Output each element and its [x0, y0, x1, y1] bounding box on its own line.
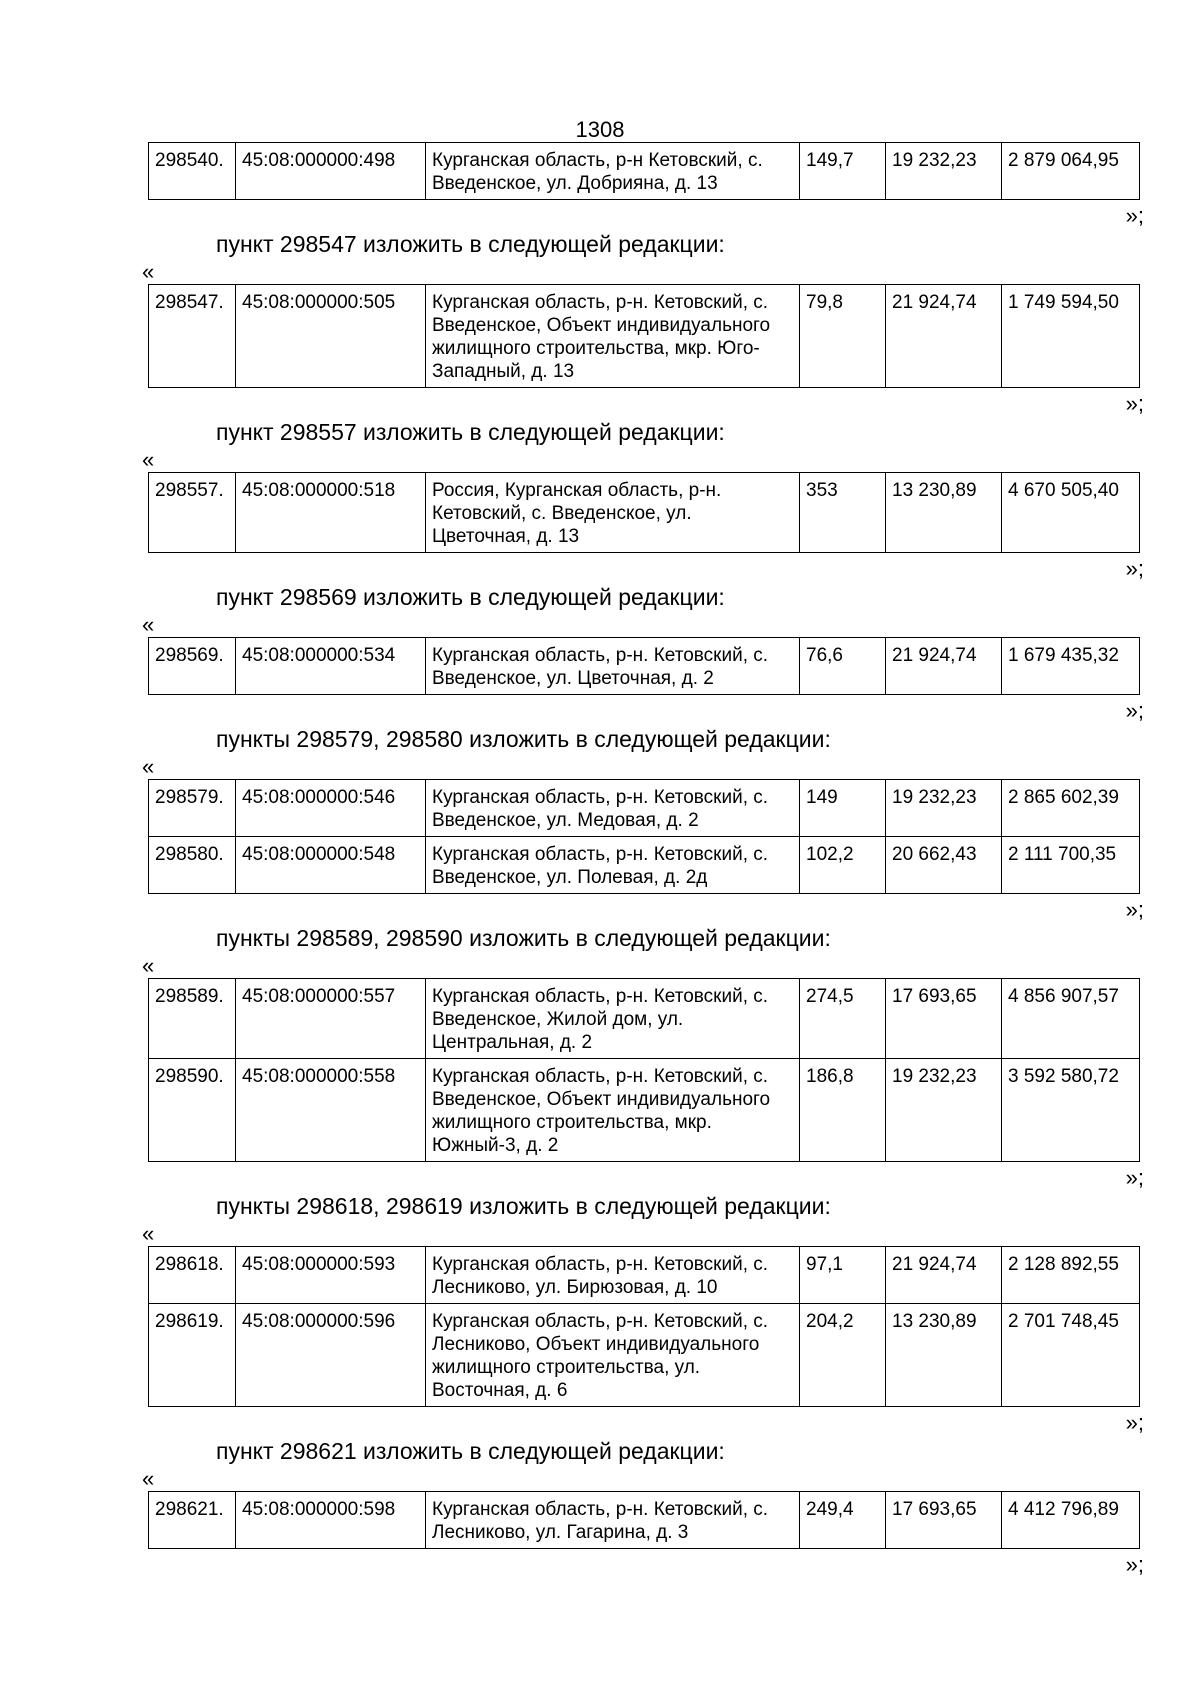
amendment-table	[148, 978, 1140, 1162]
opening-quote: «	[142, 1221, 155, 1246]
amendment-block	[142, 725, 1144, 924]
item-number-cell: 298579.	[149, 780, 236, 837]
amendment-table	[148, 1491, 1140, 1549]
item-number-cell: 298569.	[149, 638, 236, 695]
specific-value-cell: 19 232,23	[886, 1059, 1002, 1162]
address-cell: Курганская область, р-н. Кетовский, с. Лесниково, Объект индивидуального жилищного строительства, ул. Восточная, д. 6	[426, 1304, 800, 1407]
cadastral-value-cell: 2 879 064,95	[1002, 143, 1140, 200]
item-number-cell: 298580.	[149, 837, 236, 894]
specific-value-cell: 21 924,74	[886, 285, 1002, 388]
area-cell: 97,1	[800, 1247, 886, 1304]
cadastral-number-cell: 45:08:000000:596	[236, 1304, 426, 1407]
table-row	[149, 285, 1140, 388]
amendment-table	[148, 779, 1140, 894]
item-number-cell: 298618.	[149, 1247, 236, 1304]
closing-quote: »;	[1125, 556, 1144, 581]
area-cell: 274,5	[800, 979, 886, 1059]
document-body	[142, 142, 1144, 1579]
page-number: 1308	[575, 117, 625, 142]
cadastral-value-cell: 1 749 594,50	[1002, 285, 1140, 388]
cadastral-number-cell: 45:08:000000:593	[236, 1247, 426, 1304]
opening-quote: «	[142, 754, 155, 779]
cadastral-number-cell: 45:08:000000:598	[236, 1492, 426, 1549]
table-row	[149, 1304, 1140, 1407]
area-cell: 249,4	[800, 1492, 886, 1549]
amendment-heading: пункты 298618, 298619 изложить в следующей редакции:	[216, 1193, 831, 1219]
cadastral-value-cell: 3 592 580,72	[1002, 1059, 1140, 1162]
cadastral-value-cell: 2 865 602,39	[1002, 780, 1140, 837]
closing-quote: »;	[1125, 1552, 1144, 1577]
cadastral-value-cell: 4 856 907,57	[1002, 979, 1140, 1059]
specific-value-cell: 17 693,65	[886, 1492, 1002, 1549]
item-number-cell: 298540.	[149, 143, 236, 200]
area-cell: 204,2	[800, 1304, 886, 1407]
specific-value-cell: 17 693,65	[886, 979, 1002, 1059]
table-row	[149, 837, 1140, 894]
amendment-heading: пункт 298547 изложить в следующей редакции:	[216, 231, 725, 257]
area-cell: 102,2	[800, 837, 886, 894]
amendment-table	[148, 142, 1140, 200]
opening-quote: «	[142, 1466, 155, 1491]
cadastral-value-cell: 2 701 748,45	[1002, 1304, 1140, 1407]
closing-quote: »;	[1125, 1410, 1144, 1435]
specific-value-cell: 20 662,43	[886, 837, 1002, 894]
amendment-heading: пункт 298569 изложить в следующей редакции:	[216, 584, 725, 610]
amendment-block	[142, 924, 1144, 1192]
cadastral-number-cell: 45:08:000000:546	[236, 780, 426, 837]
address-cell: Курганская область, р-н. Кетовский, с. Введенское, ул. Цветочная, д. 2	[426, 638, 800, 695]
amendment-table	[148, 637, 1140, 695]
address-cell: Курганская область, р-н. Кетовский, с. Введенское, Объект индивидуального жилищного строительства, мкр. Юго-Западный, д. 13	[426, 285, 800, 388]
cadastral-number-cell: 45:08:000000:534	[236, 638, 426, 695]
closing-quote: »;	[1125, 1165, 1144, 1190]
table-row	[149, 638, 1140, 695]
address-cell: Курганская область, р-н. Кетовский, с. Введенское, ул. Медовая, д. 2	[426, 780, 800, 837]
cadastral-number-cell: 45:08:000000:548	[236, 837, 426, 894]
address-cell: Курганская область, р-н. Кетовский, с. Введенское, Жилой дом, ул. Центральная, д. 2	[426, 979, 800, 1059]
area-cell: 149	[800, 780, 886, 837]
opening-quote: «	[142, 447, 155, 472]
specific-value-cell: 19 232,23	[886, 143, 1002, 200]
closing-quote: »;	[1125, 203, 1144, 228]
cadastral-number-cell: 45:08:000000:498	[236, 143, 426, 200]
opening-quote: «	[142, 612, 155, 637]
area-cell: 149,7	[800, 143, 886, 200]
specific-value-cell: 13 230,89	[886, 1304, 1002, 1407]
area-cell: 76,6	[800, 638, 886, 695]
amendment-heading: пункт 298557 изложить в следующей редакции:	[216, 419, 725, 445]
table-row	[149, 1247, 1140, 1304]
amendment-block	[142, 418, 1144, 583]
cadastral-value-cell: 4 670 505,40	[1002, 473, 1140, 553]
cadastral-value-cell: 1 679 435,32	[1002, 638, 1140, 695]
specific-value-cell: 13 230,89	[886, 473, 1002, 553]
table-row	[149, 979, 1140, 1059]
opening-quote: «	[142, 259, 155, 284]
closing-quote: »;	[1125, 391, 1144, 416]
amendment-table	[148, 1246, 1140, 1407]
item-number-cell: 298590.	[149, 1059, 236, 1162]
address-cell: Курганская область, р-н. Кетовский, с. Лесниково, ул. Бирюзовая, д. 10	[426, 1247, 800, 1304]
cadastral-value-cell: 2 111 700,35	[1002, 837, 1140, 894]
amendment-block	[142, 230, 1144, 418]
amendment-heading: пункты 298579, 298580 изложить в следующей редакции:	[216, 726, 831, 752]
cadastral-number-cell: 45:08:000000:557	[236, 979, 426, 1059]
table-row	[149, 1059, 1140, 1162]
amendment-table	[148, 284, 1140, 388]
cadastral-value-cell: 2 128 892,55	[1002, 1247, 1140, 1304]
item-number-cell: 298621.	[149, 1492, 236, 1549]
specific-value-cell: 21 924,74	[886, 638, 1002, 695]
specific-value-cell: 19 232,23	[886, 780, 1002, 837]
closing-quote: »;	[1125, 897, 1144, 922]
amendment-block	[142, 583, 1144, 725]
cadastral-number-cell: 45:08:000000:558	[236, 1059, 426, 1162]
amendment-block	[142, 1437, 1144, 1579]
amendment-heading: пункты 298589, 298590 изложить в следующей редакции:	[216, 925, 831, 951]
specific-value-cell: 21 924,74	[886, 1247, 1002, 1304]
cadastral-value-cell: 4 412 796,89	[1002, 1492, 1140, 1549]
closing-quote: »;	[1125, 698, 1144, 723]
area-cell: 186,8	[800, 1059, 886, 1162]
address-cell: Курганская область, р-н Кетовский, с. Введенское, ул. Добрияна, д. 13	[426, 143, 800, 200]
table-row	[149, 1492, 1140, 1549]
area-cell: 79,8	[800, 285, 886, 388]
amendment-heading: пункт 298621 изложить в следующей редакции:	[216, 1438, 725, 1464]
cadastral-number-cell: 45:08:000000:518	[236, 473, 426, 553]
cadastral-number-cell: 45:08:000000:505	[236, 285, 426, 388]
area-cell: 353	[800, 473, 886, 553]
table-row	[149, 473, 1140, 553]
opening-quote: «	[142, 953, 155, 978]
address-cell: Курганская область, р-н. Кетовский, с. Введенское, ул. Полевая, д. 2д	[426, 837, 800, 894]
table-row	[149, 780, 1140, 837]
amendment-table	[148, 472, 1140, 553]
address-cell: Курганская область, р-н. Кетовский, с. Введенское, Объект индивидуального жилищного строительства, мкр. Южный-3, д. 2	[426, 1059, 800, 1162]
item-number-cell: 298557.	[149, 473, 236, 553]
item-number-cell: 298589.	[149, 979, 236, 1059]
item-number-cell: 298547.	[149, 285, 236, 388]
table-row	[149, 143, 1140, 200]
amendment-block	[142, 1192, 1144, 1437]
address-cell: Курганская область, р-н. Кетовский, с. Лесниково, ул. Гагарина, д. 3	[426, 1492, 800, 1549]
item-number-cell: 298619.	[149, 1304, 236, 1407]
address-cell: Россия, Курганская область, р-н. Кетовский, с. Введенское, ул. Цветочная, д. 13	[426, 473, 800, 553]
